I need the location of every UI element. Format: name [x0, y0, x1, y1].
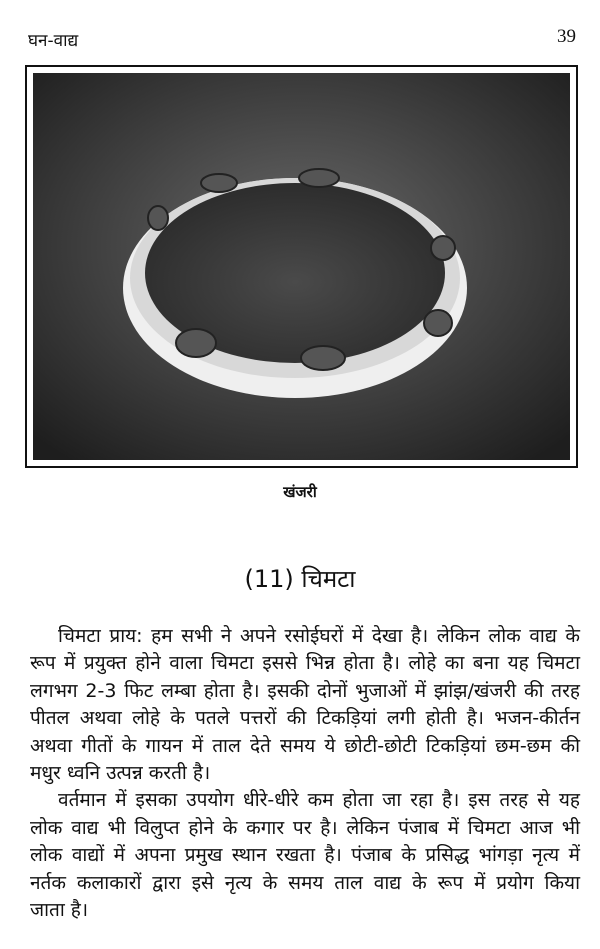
paragraph-2 — [30, 787, 580, 924]
body-text — [30, 623, 580, 924]
running-header-section: घन-वाद्य — [28, 31, 79, 51]
page-number: 39 — [557, 26, 576, 47]
paragraph-1 — [30, 623, 580, 787]
tambourine-photo — [25, 65, 578, 468]
tambourine-image — [33, 73, 570, 460]
text-line: पीतल अथवा लोहे के पतले पत्तरों की टिकड़ियां लगी होती है। भजन-कीर्तन — [30, 707, 580, 730]
text-line: चिमटा प्राय: हम सभी ने अपने रसोईघरों में देखा है। लेकिन लोक वाद्य के — [58, 625, 580, 647]
text-line: वर्तमान में इसका उपयोग धीरे-धीरे कम होता जा रहा है। इस तरह से यह — [58, 789, 580, 812]
text-line: मधुर ध्वनि उत्पन्न करती है। — [30, 762, 211, 785]
section-heading: (11) चिमटा — [244, 565, 356, 593]
text-line: लगभग 2-3 फिट लम्बा होता है। इसकी दोनों भुजाओं में झांझ/खंजरी की तरह — [30, 679, 580, 702]
figure-caption: खंजरी — [283, 483, 317, 501]
text-line: लोक वाद्यों में अपना प्रमुख स्थान रखता है। पंजाब के प्रसिद्ध भांगड़ा नृत्य में — [30, 844, 580, 867]
text-line: लोक वाद्य भी विलुप्त होने के कगार पर है। लेकिन पंजाब में चिमटा आज भी — [30, 816, 580, 839]
text-line: जाता है। — [30, 899, 89, 922]
text-line: अथवा गीतों के गायन में ताल देते समय ये छोटी-छोटी टिकड़ियां छम-छम की — [30, 734, 580, 757]
text-line: नर्तक कलाकारों द्वारा इसे नृत्य के समय ताल वाद्य के रूप में प्रयोग किया — [30, 871, 580, 894]
text-line: रूप में प्रयुक्त होने वाला चिमटा इससे भिन्न होता है। लोहे का बना यह चिमटा — [30, 652, 580, 675]
